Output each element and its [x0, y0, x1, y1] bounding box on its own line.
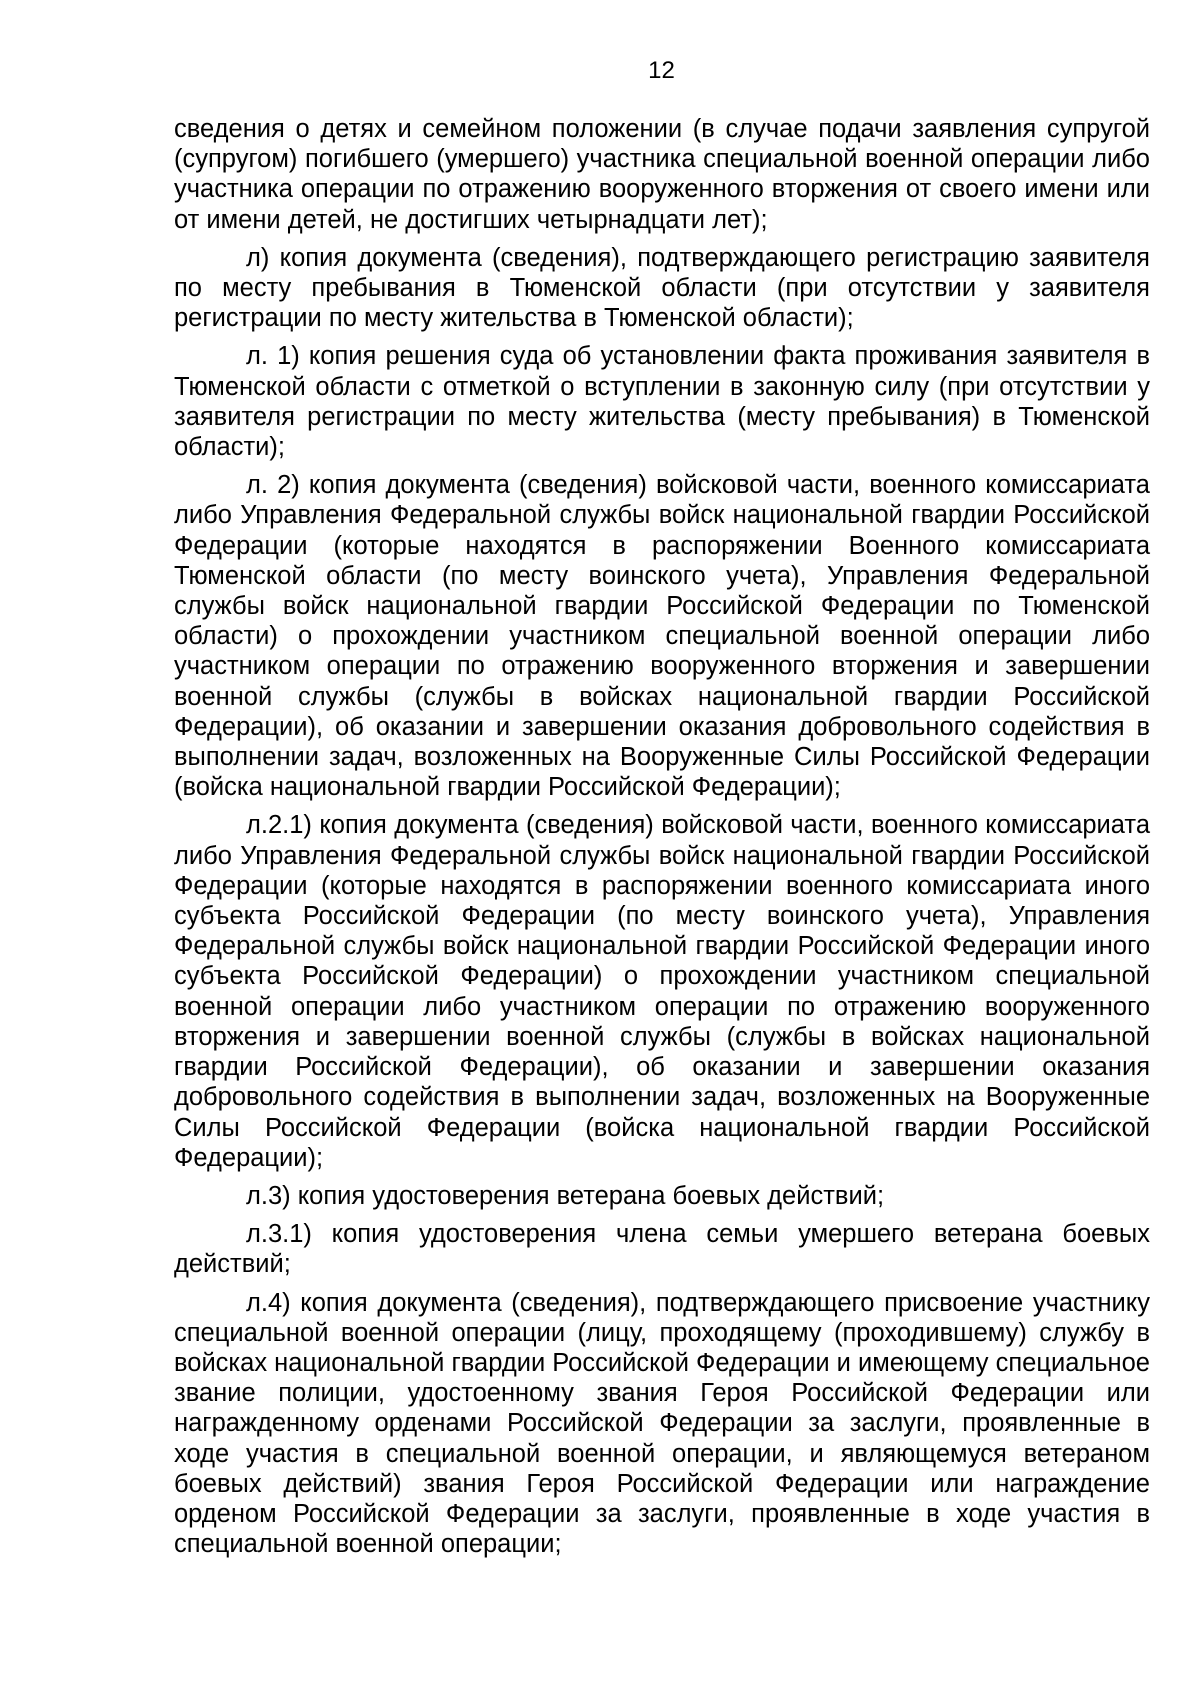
paragraph-l4: л.4) копия документа (сведения), подтверждающего присвоение участнику специальной военной операции (лицу, проходящему (проходившему) службу в войсках национальной гвардии Российской Федерации и имеющему специальное звание полиции, удостоенному звания Героя Российской Федерации или награжденному орденами Российской Федерации за заслуги, проявленные в ходе участия в специальной военной операции, и являющемуся ветераном боевых действий) звания Героя Российской Федерации или награждение орденом Российской Федерации за заслуги, проявленные в ходе участия в специальной военной операции;: [174, 1288, 1150, 1559]
paragraph-family-info: сведения о детях и семейном положении (в случае подачи заявления супругой (супругом) погибшего (умершего) участника специальной военной операции либо участника операции по отражению вооруженного вторжения от своего имени или от имени детей, не достигших четырнадцати лет);: [174, 115, 1150, 234]
paragraph-l: л) копия документа (сведения), подтверждающего регистрацию заявителя по месту пребывания в Тюменской области (при отсутствии у заявителя регистрации по месту жительства в Тюменской области);: [174, 243, 1150, 333]
paragraph-l2: л. 2) копия документа (сведения) войсковой части, военного комиссариата либо Управления Федеральной службы войск национальной гвардии Российской Федерации (которые находятся в распоряжении Военного комиссариата Тюменской области (по месту воинского учета), Управления Федеральной службы войск национальной гвардии Российской Федерации по Тюменской области) о прохождении участником специальной военной операции либо участником операции по отражению вооруженного вторжения и завершении военной службы (службы в войсках национальной гвардии Российской Федерации), об оказании и завершении оказания добровольного содействия в выполнении задач, возложенных на Вооруженные Силы Российской Федерации (войска национальной гвардии Российской Федерации);: [174, 471, 1150, 802]
paragraph-l3-1: л.3.1) копия удостоверения члена семьи умершего ветерана боевых действий;: [174, 1220, 1150, 1279]
paragraph-l2-1: л.2.1) копия документа (сведения) войсковой части, военного комиссариата либо Управления Федеральной службы войск национальной гвардии Российской Федерации (которые находятся в распоряжении военного комиссариата иного субъекта Российской Федерации (по месту воинского учета), Управления Федеральной службы войск национальной гвардии Российской Федерации иного субъекта Российской Федерации) о прохождении участником специальной военной операции либо участником операции по отражению вооруженного вторжения и завершении военной службы (службы в войсках национальной гвардии Российской Федерации), об оказании и завершении оказания добровольного содействия в выполнении задач, возложенных на Вооруженные Силы Российской Федерации (войска национальной гвардии Российской Федерации);: [174, 811, 1150, 1172]
document-body: [174, 114, 1150, 1567]
paragraph-l3: л.3) копия удостоверения ветерана боевых действий;: [246, 1181, 885, 1210]
paragraph-l1: л. 1) копия решения суда об установлении факта проживания заявителя в Тюменской области с отметкой о вступлении в законную силу (при отсутствии у заявителя регистрации по месту жительства (месту пребывания) в Тюменской области);: [174, 342, 1150, 462]
page-number: 12: [648, 57, 675, 84]
